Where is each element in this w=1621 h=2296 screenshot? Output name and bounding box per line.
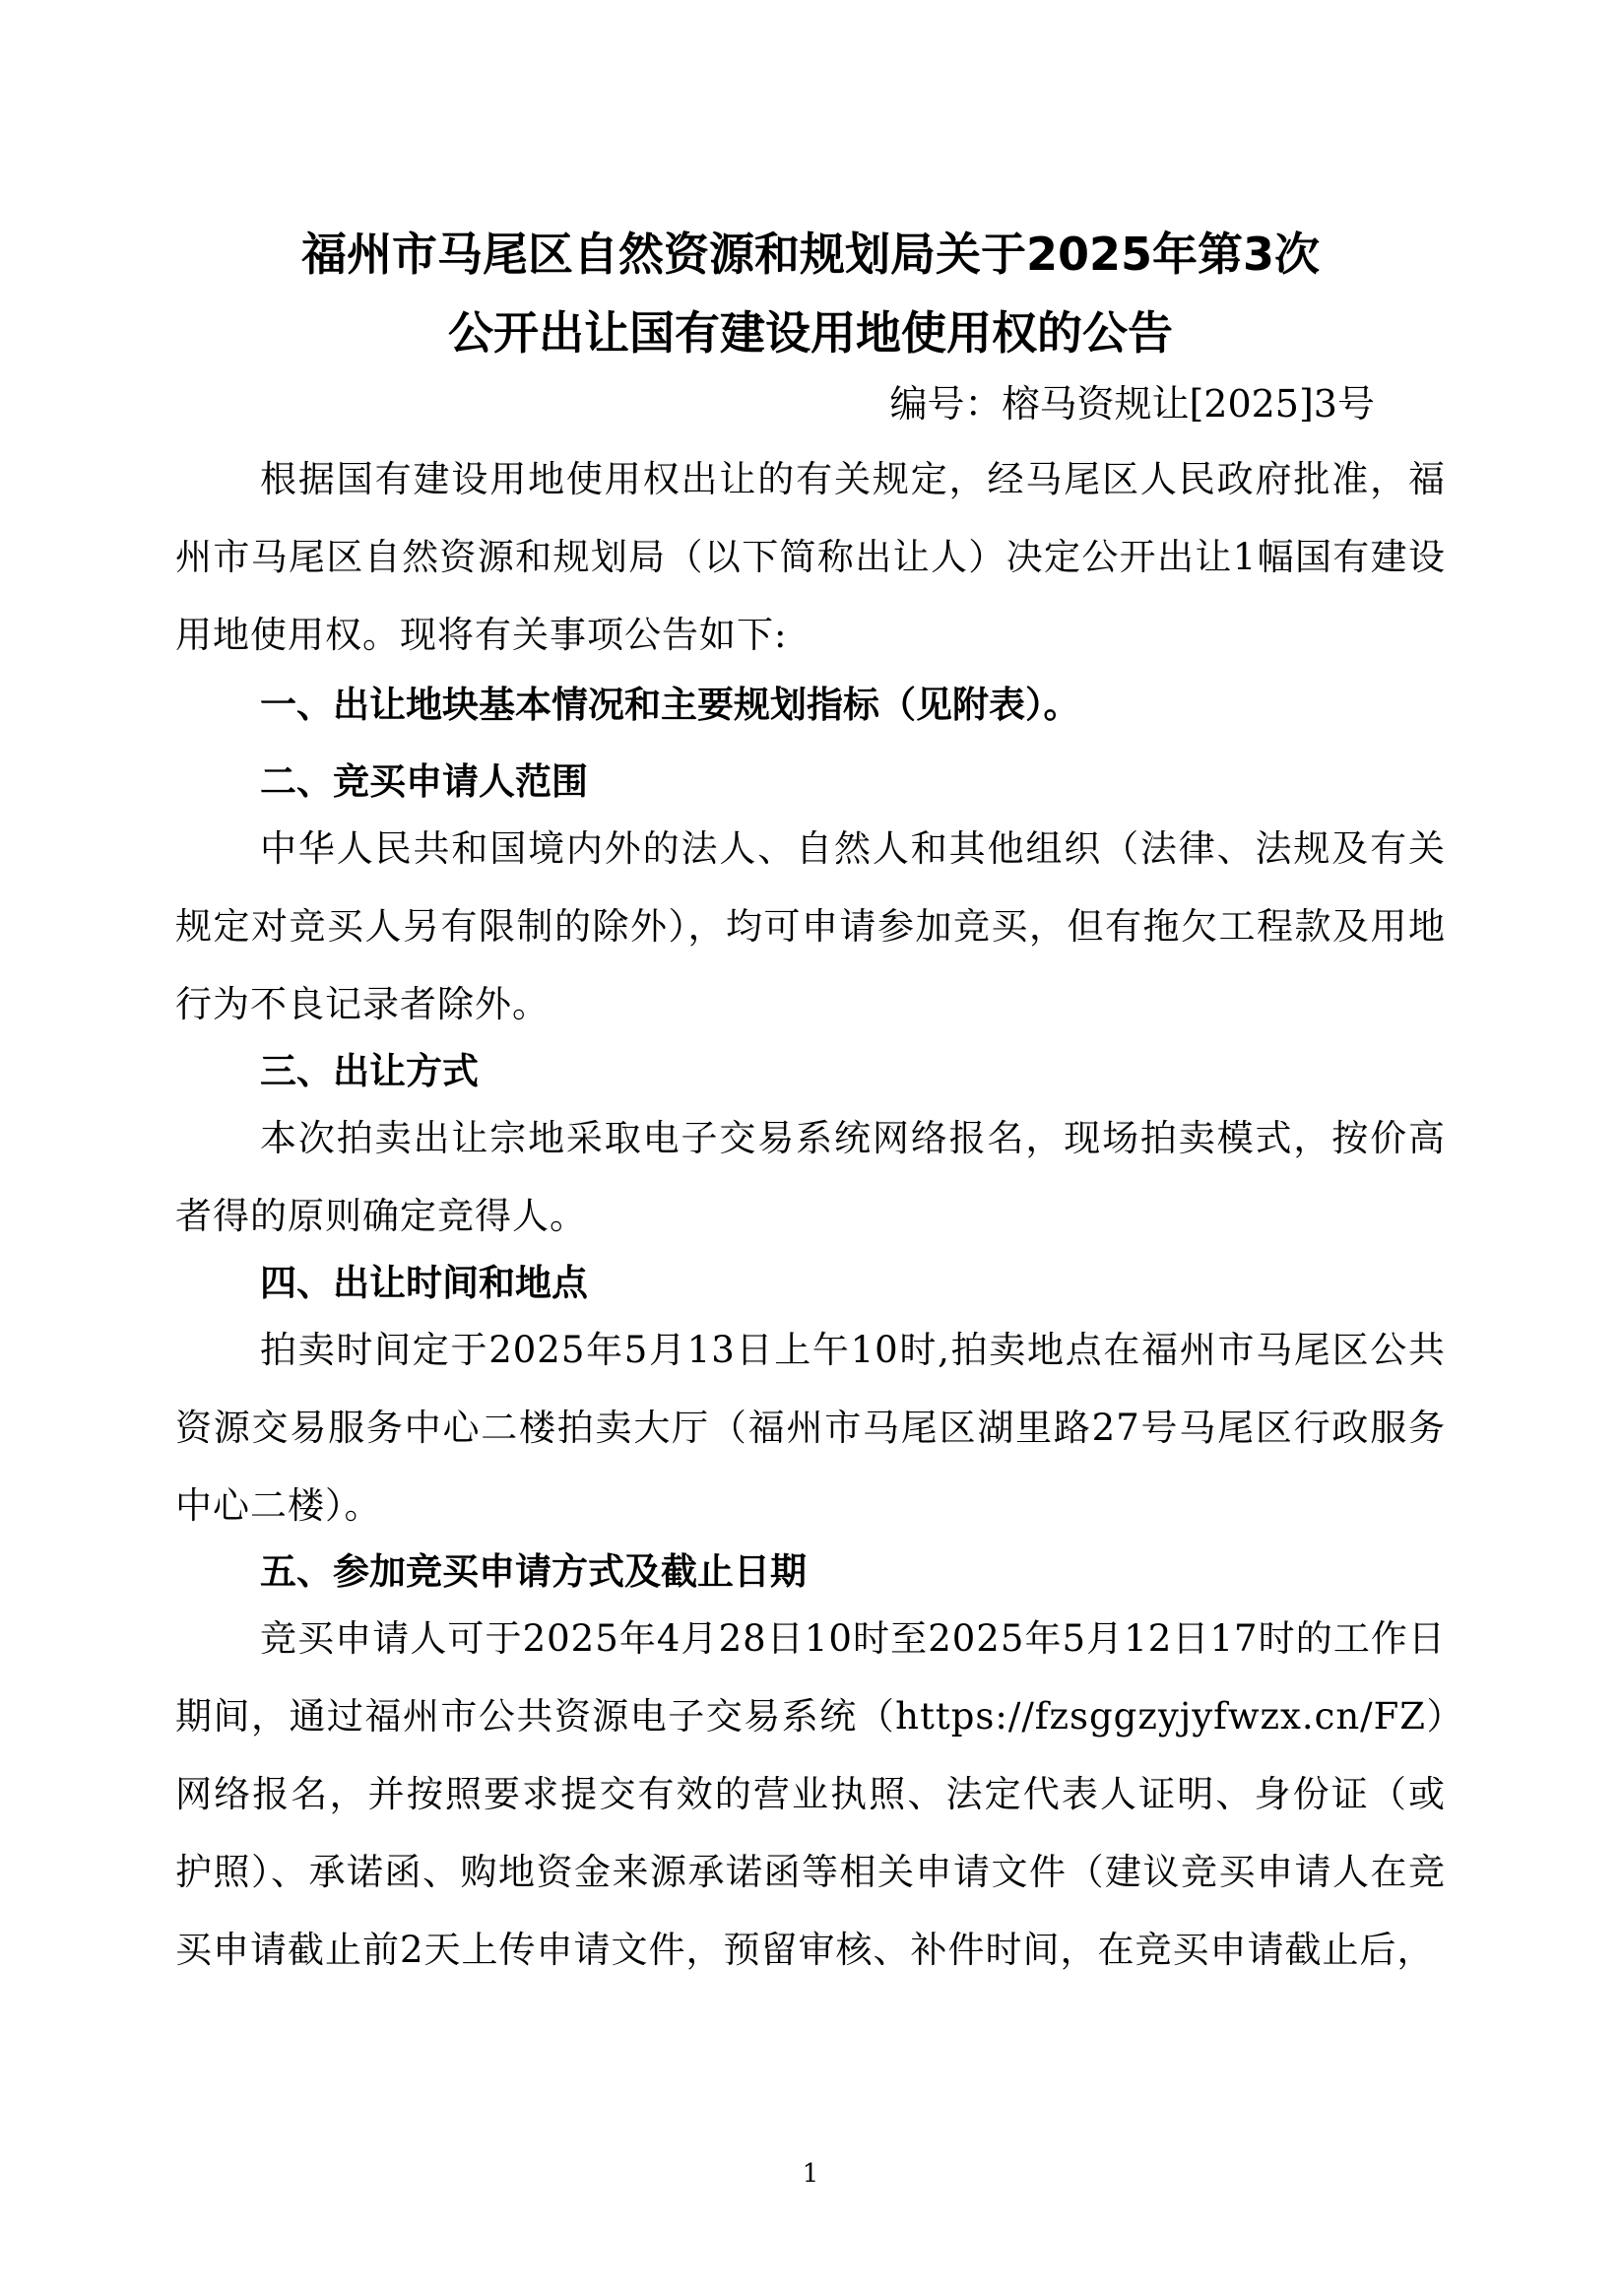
document-number: 编号：榕马资规让[2025]3号 (889, 382, 1375, 426)
document-title-line-2: 公开出让国有建设用地使用权的公告 (448, 306, 1173, 360)
intro-paragraph: 根据国有建设用地使用权出让的有关规定，经马尾区人民政府批准，福州市马尾区自然资源和规划局（以下简称出让人）决定公开出让1幅国有建设用地使用权。现将有关事项公告如下: (175, 458, 1446, 656)
page-number: 1 (802, 2159, 819, 2189)
section-5-body: 竞买申请人可于2025年4月28日10时至2025年5月12日17时的工作日期间，通过福州市公共资源电子交易系统（https://fzsggzyjyfwzx.cn/FZ）网络报名，并按照要求提交有效的营业执照、法定代表人证明、身份证（或护照）、承诺函、购地资金来源承诺函等相关申请文件（建议竞买申请人在竞买申请截止前2天上传申请文件，预留审核、补件时间，在竞买申请截止后， (175, 1617, 1446, 1971)
document-title-line-1: 福州市马尾区自然资源和规划局关于2025年第3次 (300, 228, 1321, 281)
section-2-heading: 二、竞买申请人范围 (260, 760, 588, 803)
section-5-heading: 五、参加竞买申请方式及截止日期 (260, 1550, 807, 1593)
section-3-body: 本次拍卖出让宗地采取电子交易系统网络报名，现场拍卖模式，按价高者得的原则确定竞得人。 (175, 1117, 1446, 1237)
section-2-body: 中华人民共和国境内外的法人、自然人和其他组织（法律、法规及有关规定对竞买人另有限制的除外），均可申请参加竞买，但有拖欠工程款及用地行为不良记录者除外。 (175, 827, 1446, 1025)
section-3-heading: 三、出让方式 (260, 1050, 479, 1092)
section-4-heading: 四、出让时间和地点 (260, 1262, 588, 1304)
section-1-heading: 一、出让地块基本情况和主要规划指标（见附表）。 (260, 684, 1080, 726)
section-4-body: 拍卖时间定于2025年5月13日上午10时,拍卖地点在福州市马尾区公共资源交易服务中心二楼拍卖大厅（福州市马尾区湖里路27号马尾区行政服务中心二楼）。 (175, 1329, 1446, 1527)
